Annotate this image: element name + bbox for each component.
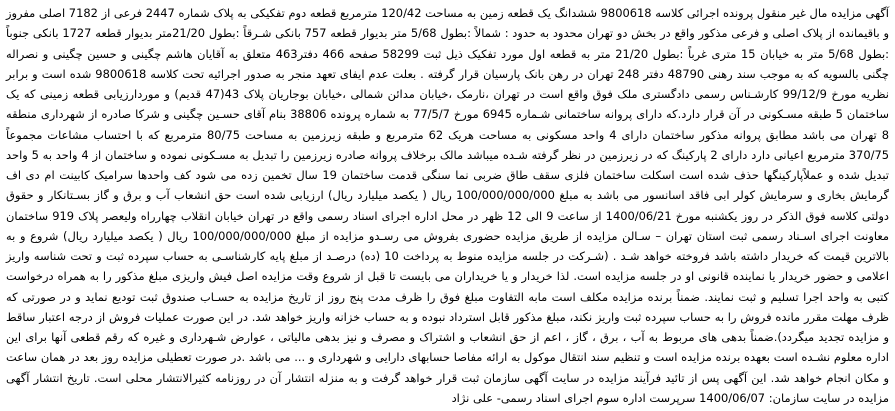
auction-notice-text: آگهی مزایده مال غیر منقول پرونده اجرائی کلاسه 9800618 ششدانگ یک قطعه زمین به مساحت 120/42 مترمربع قطعه دوم تفکیکی به پلاک شماره 2447 فرعی از 7182 اصلی مفروز و باقیمانده از پلاک اصلی و فرعی مذکور واقع در بخش دو تهران محدود به حدود : شمالاً :بطول 5/68 متر بدیوار قطعه 757 بانکی شـرقاً :بطول 21/20متر بدیوار قطعه 1727 بانکی جنوباً :بطول 5/68 متر به خیابان 15 متری غرباً :بطول 21/20 متر به قطعه اول مورد تفکیک ذیل ثبت 58299 صفحه 466 دفتر463 متعلق به آقایان هاشم چگینی و حسین چگینی و نصراله چگنی بالسویه که به موجب سند رهنی 48790 دفتر 248 تهران در رهن بانک پارسیان قرار گرفته . بعلت عدم ایفای تعهد منجر به صدور اجرائیه تحت کلاسه 9800618 شده است و برابر نظریه مورخ 99/12/9 کارشـناس رسمی دادگستری ملک فوق واقع است در تهران ،نارمک ،خیابان مدائن شمالی ،خیابان بوجاریان پلاک 43(47 قدیم) و موردارزیابی قطعه زمینی که یک ساختمان 5 طبقه مسـکونی در آن قرار دارد.که دارای پروانه ساختمانی شـماره 6945 مورخ 77/5/7 به شماره پرونده 38806 بنام آقای حسـین چگینی و شرکا صادره از شهرداری منطقه 8 تهران می باشد مطابق پروانه مذکور ساختمان دارای 4 واحد مسکونی به مساحت هریک 62 مترمربع و طبقه زیرزمین به مساحت 80/75 مترمربع که با احتساب مشاعات مجموعاً 370/75 مترمربع اعیانی دارد دارای 2 پارکینگ که در زیرزمین در نظر گرفته شـده میباشد مالک برخلاف پروانه صادره زیرزمین را تبدیل به مسـکونی نموده و ساختمان از 4 واحد به 5 واحد تبدیل شده و عملاًپارکینگها حذف شده است اسکلت ساختمان فلزی سقف طاق ضربی نما سنگی قدمت ساختمان 19 سال تخمین زده می شود کف واحدها سرامیک کابینت ام دی اف گرمایش بخاری و سرمایش کولر ابی فاقد اسانسور می باشد به مبلغ 100/000/000/000 ریال ( یکصد میلیارد ریال) ارزیابی شده است حق انشعاب آب و برق و گاز بسـتانکار و حقوق دولتی کلاسه فوق الذکر در روز یکشنبه مورخ 1400/06/21 از ساعت 9 الی 12 ظهر در محل اداره اجرای اسناد رسمی واقع در تهران خیابان انقلاب چهارراه ولیعصر پلاک 919 ساختمان معاونت اجرای اسـناد رسمی ثبت استان تهران – سـالن مزایده از طریق مزایده حضوری بفروش می رسـدو مزایده از مبلغ 100/000/000/000 ریال ( یکصد میلیارد ریال) شروع و به بالاترین قیمت که خریدار داشته باشد فروخته خواهد شـد . (شـرکت در جلسه مزایده منوط به پرداخت 10 (ده) درصـد از مبلغ پایه کارشناسـی به حساب سپرده ثبت و تحت شناسه واریز اعلامی و حضور خریدار یا نماینده قانونی او در جلسه مزایده است. لذا خریدار و یا خریداران می بایست تا قبل از شروع وقت مزایده اصل فیش واریزی مبلغ مذکور را به همراه درخواست کتبی به واحد اجرا تسلیم و ثبت نمایند. ضمناً برنده مزایده مکلف است مابه التفاوت مبلغ فوق را ظرف مدت پنج روز از تاریخ مزایده به حسـاب صندوق ثبت تودیع نماید و در صورتی که ظرف مهلت مقرر مانده فروش را به حساب سپرده ثبت واریز نکند، مبلغ مذکور قابل استرداد نبوده و به حساب خزانه واریز خواهد شد. در این صورت عملیات فروش از درجه اعتبار ساقط و مزایده تجدید میگردد).ضمناً بدهی های مربوط به آب ، برق ، گاز ، اعم از حق انشعاب و اشتراک و مصرف و نیز بدهی مالیاتی ، عوارض شـهرداری و غیره که رقم قطعی آنها برای این اداره معلوم نشـده است بعهده برنده مزایده است و تنظیم سند انتقال موکول به ارائه مفاصا حسابهای دارایی و شهرداری و ... می باشد .در صورت تعطیلی مزایده روز بعد در همان ساعت و مکان انجام خواهد شد. این آگهی پس از تائید فرآیند مزایده در سایت آگهی سازمان ثبت قرار خواهد گرفت و به منزله انتشار آن در روزنامه کثیرالانتشار محلی است. تاریخ انتشار آگهی مزایده در سایت سازمان: 1400/06/07 سرپرست اداره سوم اجرای اسناد رسمی- علی نژاد <box>6 6 890 405</box>
